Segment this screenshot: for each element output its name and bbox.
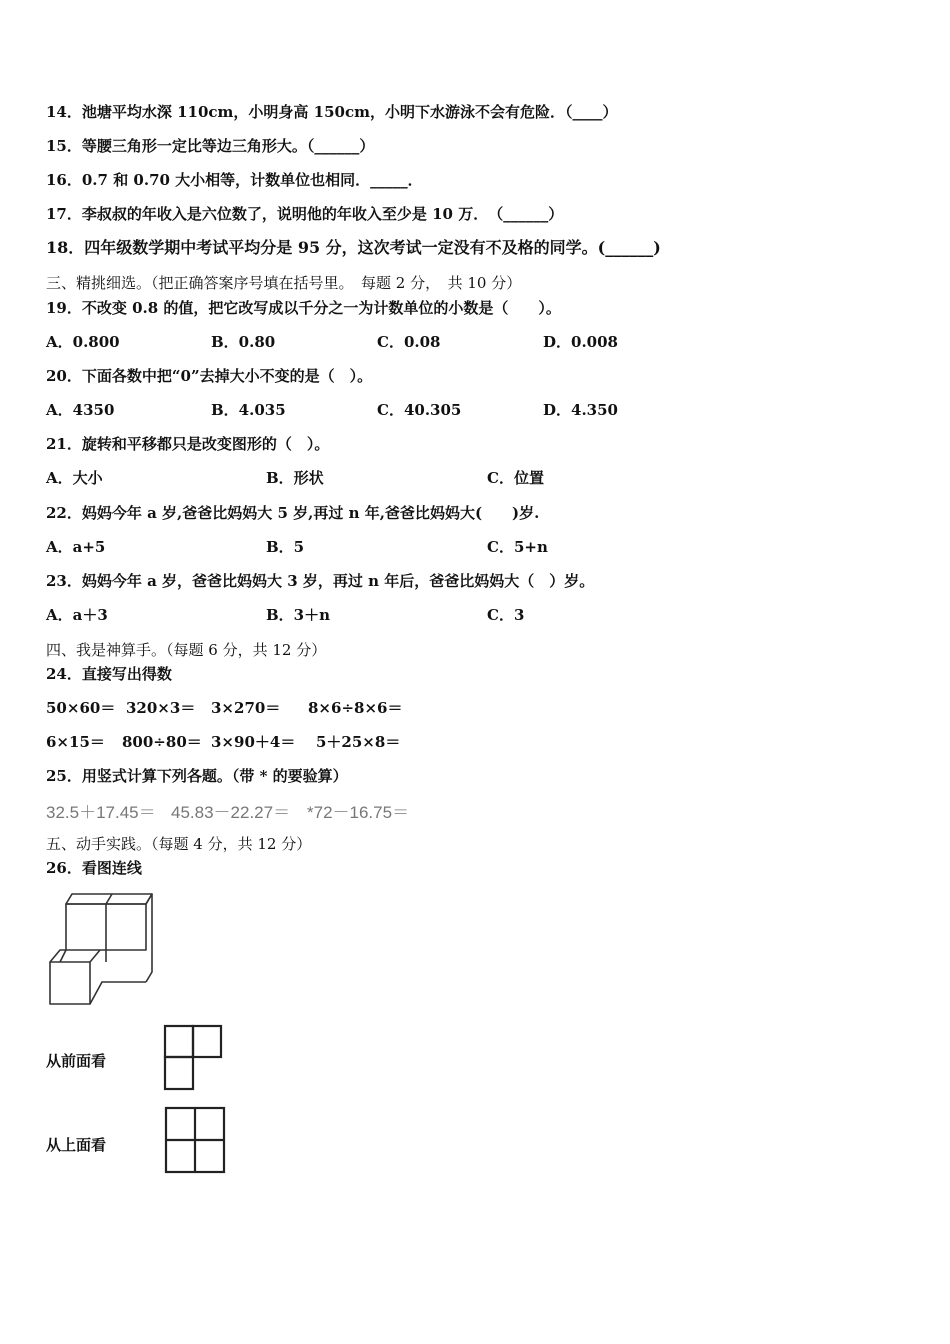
q22-option-b: B．5 <box>266 538 305 556</box>
calc-item: 8×6÷8×6＝ <box>308 699 403 717</box>
question-25: 25．用竖式计算下列各题。（带 * 的要验算） <box>46 767 348 785</box>
calc-item: 800÷80＝ <box>122 733 202 751</box>
question-16: 16．0.7 和 0.70 大小相等，计数单位也相同．_____． <box>46 171 423 189</box>
calc-item: 320×3＝ <box>126 699 196 717</box>
top-view-figure <box>164 1106 228 1176</box>
question-20: 20．下面各数中把“0”去掉大小不变的是（ ）。 <box>46 367 373 385</box>
question-23: 23．妈妈今年 a 岁，爸爸比妈妈大 3 岁，再过 n 年后，爸爸比妈妈大（ ）岁。 <box>46 572 595 590</box>
q22-option-a: A．a+5 <box>46 538 106 556</box>
vertical-calc-item: *72－16.75＝ <box>307 803 410 822</box>
q20-option-c: C．40.305 <box>377 401 462 419</box>
q23-option-c: C．3 <box>487 606 525 624</box>
calc-item: 5＋25×8＝ <box>316 733 401 751</box>
q20-option-b: B．4.035 <box>211 401 286 419</box>
calc-item: 50×60＝ <box>46 699 116 717</box>
q21-option-c: C．位置 <box>487 469 544 487</box>
top-view-label: 从上面看 <box>46 1136 107 1154</box>
q21-option-a: A．大小 <box>46 469 103 487</box>
calc-item: 3×270＝ <box>211 699 281 717</box>
question-14: 14．池塘平均水深 110cm，小明身高 150cm，小明下水游泳不会有危险．（____） <box>46 103 618 121</box>
q19-option-c: C．0.08 <box>377 333 441 351</box>
question-22: 22．妈妈今年 a 岁,爸爸比妈妈大 5 岁,再过 n 年,爸爸比妈妈大( )岁. <box>46 504 540 522</box>
q19-option-a: A．0.800 <box>46 333 120 351</box>
section-4-title: 四、我是神算手。（每题 6 分，共 12 分） <box>46 641 327 659</box>
calc-item: 3×90＋4＝ <box>211 733 296 751</box>
question-19: 19．不改变 0.8 的值，把它改写成以千分之一为计数单位的小数是（ ）。 <box>46 299 561 317</box>
q22-option-c: C．5+n <box>487 538 548 556</box>
section-5-title: 五、动手实践。（每题 4 分，共 12 分） <box>46 835 312 853</box>
q20-option-a: A．4350 <box>46 401 115 419</box>
question-15: 15．等腰三角形一定比等边三角形大。（______） <box>46 137 375 155</box>
question-21: 21．旋转和平移都只是改变图形的（ ）。 <box>46 435 330 453</box>
q19-option-d: D．0.008 <box>543 333 618 351</box>
q23-option-b: B．3＋n <box>266 606 331 624</box>
front-view-figure <box>163 1024 225 1092</box>
q23-option-a: A．a＋3 <box>46 606 108 624</box>
calc-item: 6×15＝ <box>46 733 105 751</box>
q20-option-d: D．4.350 <box>543 401 618 419</box>
question-26: 26．看图连线 <box>46 859 142 877</box>
question-24: 24．直接写出得数 <box>46 665 172 683</box>
question-17: 17．李叔叔的年收入是六位数了，说明他的年收入至少是 10 万． （______） <box>46 205 564 223</box>
question-18: 18．四年级数学期中考试平均分是 95 分，这次考试一定没有不及格的同学。(______) <box>46 238 661 257</box>
section-3-title: 三、精挑细选。（把正确答案序号填在括号里。 每题 2 分， 共 10 分） <box>46 274 522 292</box>
q19-option-b: B．0.80 <box>211 333 276 351</box>
front-view-label: 从前面看 <box>46 1052 107 1070</box>
vertical-calc-item: 32.5＋17.45＝ <box>46 803 156 822</box>
q21-option-b: B．形状 <box>266 469 324 487</box>
cube-stack-figure <box>44 890 158 1008</box>
vertical-calc-item: 45.83－22.27＝ <box>171 803 291 822</box>
